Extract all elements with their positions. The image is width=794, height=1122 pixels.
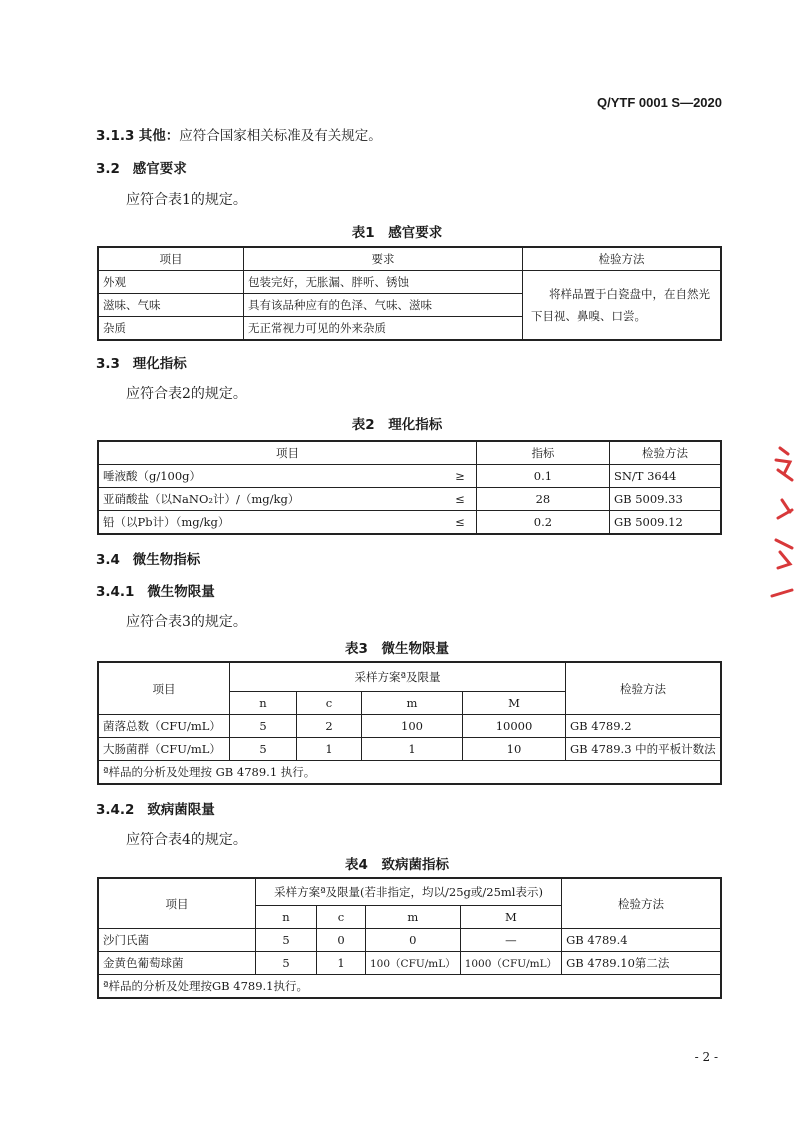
table-cell: 1: [317, 952, 366, 975]
table-cell: 1: [362, 738, 463, 761]
table-cell: GB 5009.33: [609, 488, 721, 511]
section-text: 应符合国家相关标准及有关规定。: [179, 128, 382, 144]
section-number: 3.1.3: [96, 128, 135, 144]
table-cell: 唾液酸（g/100g）: [98, 465, 444, 488]
table-cell: 5: [256, 952, 317, 975]
table-cell: 无正常视力可见的外来杂质: [244, 317, 523, 341]
section-title: 微生物指标: [132, 552, 201, 568]
subheader-M: M: [463, 692, 566, 715]
table-cell: —: [460, 929, 561, 952]
stamp-stroke: [778, 500, 792, 518]
section-3-4-2-heading: [96, 798, 215, 818]
table-cell: 外观: [98, 271, 244, 294]
table-header: 项目: [98, 247, 244, 271]
table-cell: 28: [476, 488, 609, 511]
section-3-3-heading: [96, 352, 187, 372]
subheader-m: m: [366, 906, 461, 929]
table-header: 项目: [98, 878, 256, 929]
section-title: 理化指标: [132, 356, 187, 372]
section-title: 致病菌限量: [147, 802, 215, 818]
table-row: [98, 271, 721, 294]
section-3-4-heading: [96, 548, 200, 568]
table-cell: 沙门氏菌: [98, 929, 256, 952]
standard-code: Q/YTF 0001 S—2020: [596, 95, 722, 110]
section-3-1-3: [96, 124, 382, 144]
table-row: [98, 465, 721, 488]
paragraph: 应符合表1的规定。: [126, 192, 247, 208]
section-title: 感官要求: [132, 161, 187, 177]
table-cell: 0: [317, 929, 366, 952]
table-row: [98, 929, 721, 952]
table-cell: 10000: [463, 715, 566, 738]
table-cell: 铅（以Pb计）（mg/kg）: [98, 511, 444, 535]
table-cell: GB 4789.10第二法: [562, 952, 721, 975]
table-header: 采样方案ª及限量(若非指定，均以/25g或/25ml表示): [256, 878, 562, 906]
table-header: 指标: [476, 441, 609, 465]
table-cell: 金黄色葡萄球菌: [98, 952, 256, 975]
table-cell: 0: [366, 929, 461, 952]
table-cell: 100（CFU/mL）: [366, 952, 461, 975]
subheader-m: m: [362, 692, 463, 715]
table-cell: 大肠菌群（CFU/mL）: [98, 738, 230, 761]
table-cell: GB 4789.4: [562, 929, 721, 952]
stamp-stroke: [776, 448, 792, 480]
table4-caption: 表4 致病菌指标: [345, 857, 449, 873]
table-header: 采样方案ª及限量: [230, 662, 566, 692]
table-header: 检验方法: [566, 662, 722, 715]
table-cell: 菌落总数（CFU/mL）: [98, 715, 230, 738]
table-header: 项目: [98, 441, 476, 465]
table-cell: 0.2: [476, 511, 609, 535]
method-line: 下目视、鼻嗅、口尝。: [531, 309, 646, 323]
paragraph: 应符合表4的规定。: [126, 832, 247, 848]
method-line: 将样品置于白瓷盘中，在自然光: [549, 287, 710, 301]
table-cell: 1000（CFU/mL）: [460, 952, 561, 975]
table-cell: GB 5009.12: [609, 511, 721, 535]
table-header: 检验方法: [523, 247, 722, 271]
operator-cell: ≤: [444, 488, 477, 511]
subheader-n: n: [230, 692, 297, 715]
table-cell: 100: [362, 715, 463, 738]
table3-microbial-limits: [97, 661, 722, 785]
section-title: 微生物限量: [147, 584, 215, 600]
table4-pathogen-limits: [97, 877, 722, 999]
subheader-M: M: [460, 906, 561, 929]
table-header: 检验方法: [609, 441, 721, 465]
table-cell: SN/T 3644: [609, 465, 721, 488]
stamp-stroke: [772, 590, 792, 596]
table-header: 项目: [98, 662, 230, 715]
table-cell: GB 4789.3 中的平板计数法: [566, 738, 722, 761]
table-cell: 滋味、气味: [98, 294, 244, 317]
section-3-4-1-heading: [96, 580, 215, 600]
section-number: 3.4.2: [96, 802, 135, 818]
section-number: 3.4.1: [96, 584, 135, 600]
table-cell: 包装完好，无胀漏、胖听、锈蚀: [244, 271, 523, 294]
table-cell: 5: [256, 929, 317, 952]
table-header: 检验方法: [562, 878, 721, 929]
table-cell: 1: [297, 738, 362, 761]
table-note: ª样品的分析及处理按 GB 4789.1 执行。: [98, 761, 721, 785]
table-row: [98, 715, 721, 738]
section-number: 3.3: [96, 356, 120, 372]
table3-caption: 表3 微生物限量: [345, 641, 449, 657]
section-3-2-heading: [96, 157, 187, 177]
subheader-c: c: [297, 692, 362, 715]
table1-caption: 表1 感官要求: [351, 225, 443, 241]
table-cell: GB 4789.2: [566, 715, 722, 738]
method-cell: [523, 271, 722, 341]
subheader-n: n: [256, 906, 317, 929]
table-cell: 2: [297, 715, 362, 738]
table-note: ª样品的分析及处理按GB 4789.1执行。: [98, 975, 721, 999]
table-cell: 具有该品种应有的色泽、气味、滋味: [244, 294, 523, 317]
page-number: - 2 -: [694, 1050, 718, 1064]
table-cell: 亚硝酸盐（以NaNO₂计）/（mg/kg）: [98, 488, 444, 511]
table-row: [98, 738, 721, 761]
table-row: [98, 488, 721, 511]
table-cell: 10: [463, 738, 566, 761]
operator-cell: ≥: [444, 465, 477, 488]
section-title: 其他：: [138, 128, 180, 144]
seal-stamp-fragment: [766, 440, 794, 610]
table-cell: 5: [230, 715, 297, 738]
table-cell: 5: [230, 738, 297, 761]
table-cell: 杂质: [98, 317, 244, 341]
table2-physicochemical: [97, 440, 722, 535]
table-header: 要求: [244, 247, 523, 271]
stamp-stroke: [776, 540, 792, 568]
section-number: 3.4: [96, 552, 120, 568]
table1-sensory: [97, 246, 722, 341]
table2-caption: 表2 理化指标: [351, 417, 443, 433]
table-cell: 0.1: [476, 465, 609, 488]
subheader-c: c: [317, 906, 366, 929]
section-number: 3.2: [96, 161, 120, 177]
table-row: [98, 952, 721, 975]
paragraph: 应符合表3的规定。: [126, 614, 247, 630]
paragraph: 应符合表2的规定。: [126, 386, 247, 402]
table-row: [98, 511, 721, 535]
operator-cell: ≤: [444, 511, 477, 535]
